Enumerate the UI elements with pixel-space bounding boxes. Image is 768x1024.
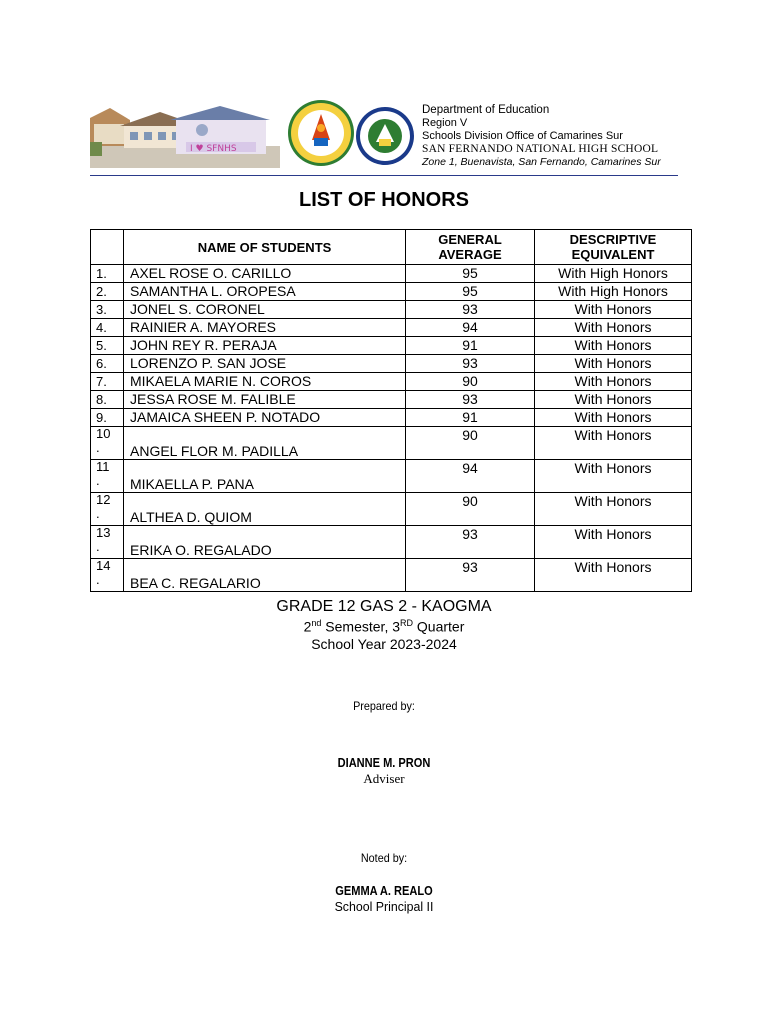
row-number-part: 14 [96,558,111,573]
row-number [91,559,124,592]
table-row [91,460,692,493]
region-name: Region V [422,117,468,129]
school-building-image [90,98,280,168]
principal-role: School Principal II [334,899,434,914]
row-number: 7. [91,373,124,391]
general-average: 95 [406,265,535,283]
equivalent-header-line1: DESCRIPTIVE [569,232,657,247]
descriptive-equivalent: With Honors [535,373,692,391]
student-name: LORENZO P. SAN JOSE [124,355,406,373]
table-row [91,427,692,460]
quarter-text: Quarter [413,618,465,635]
row-number-dot: . [96,473,100,488]
table-row [91,355,692,373]
department-name: Department of Education [422,104,550,116]
average-header-line1: GENERAL [438,232,502,247]
student-name: JONEL S. CORONEL [124,301,406,319]
prepared-by-label: Prepared by: [353,699,415,713]
equivalent-header-line2: EQUIVALENT [571,247,655,262]
general-average: 90 [406,493,535,526]
table-row [91,337,692,355]
table-row [91,391,692,409]
principal-name: GEMMA A. REALO [335,883,433,898]
row-number [91,526,124,559]
descriptive-equivalent: With Honors [535,391,692,409]
name-header: NAME OF STUDENTS [124,230,406,265]
general-average: 90 [406,373,535,391]
general-average: 91 [406,337,535,355]
descriptive-equivalent: With Honors [535,559,692,592]
row-number [91,460,124,493]
descriptive-equivalent: With Honors [535,319,692,337]
section-name: GRADE 12 GAS 2 - KAOGMA [276,598,492,615]
table-row [91,301,692,319]
student-name: ALTHEA D. QUIOM [124,493,406,526]
semester-quarter [0,618,768,635]
student-name: JOHN REY R. PERAJA [124,337,406,355]
table-header-row [91,230,692,265]
row-number: 9. [91,409,124,427]
descriptive-equivalent: With Honors [535,526,692,559]
semester-number: 2 [303,618,312,635]
quarter-suffix: RD [400,618,414,628]
row-number: 5. [91,337,124,355]
descriptive-equivalent: With Honors [535,460,692,493]
student-name: BEA C. REGALARIO [124,559,406,592]
table-row [91,526,692,559]
descriptive-equivalent: With High Honors [535,283,692,301]
table-row [91,283,692,301]
descriptive-equivalent: With Honors [535,337,692,355]
table-row [91,409,692,427]
adviser-role: Adviser [363,771,405,786]
school-year: School Year 2023-2024 [311,636,457,652]
adviser-name: DIANNE M. PRON [337,755,431,770]
table-row [91,319,692,337]
descriptive-equivalent: With High Honors [535,265,692,283]
student-name: JAMAICA SHEEN P. NOTADO [124,409,406,427]
student-name: MIKAELA MARIE N. COROS [124,373,406,391]
average-header-line2: AVERAGE [438,247,502,262]
general-average: 90 [406,427,535,460]
honors-table [90,229,692,592]
student-name: MIKAELLA P. PANA [124,460,406,493]
general-average: 93 [406,526,535,559]
student-name: AXEL ROSE O. CARILLO [124,265,406,283]
letterhead-divider [90,175,678,176]
descriptive-equivalent: With Honors [535,301,692,319]
table-row [91,373,692,391]
row-number-part: 10 [96,426,111,441]
school-address: Zone 1, Buenavista, San Fernando, Camarines Sur [422,156,661,168]
general-average: 93 [406,391,535,409]
general-average: 95 [406,283,535,301]
school-name: SAN FERNANDO NATIONAL HIGH SCHOOL [422,143,659,155]
semester-suffix: nd [311,618,322,628]
row-number: 2. [91,283,124,301]
student-name: JESSA ROSE M. FALIBLE [124,391,406,409]
general-average: 93 [406,301,535,319]
noted-by-label: Noted by: [360,851,408,865]
table-row [91,493,692,526]
row-number-part: 11 [96,459,110,474]
svg-text:I ♥ SFNHS: I ♥ SFNHS [190,144,237,154]
division-name: Schools Division Office of Camarines Sur [422,130,623,142]
row-number: 8. [91,391,124,409]
descriptive-equivalent: With Honors [535,427,692,460]
row-number: 1. [91,265,124,283]
student-name: ERIKA O. REGALADO [124,526,406,559]
row-number: 3. [91,301,124,319]
average-header [406,230,535,265]
student-name: RAINIER A. MAYORES [124,319,406,337]
table-row [91,265,692,283]
school-seal-logo [355,106,415,166]
row-number-dot: . [96,572,100,587]
row-number: 6. [91,355,124,373]
general-average: 94 [406,319,535,337]
student-name: SAMANTHA L. OROPESA [124,283,406,301]
general-average: 91 [406,409,535,427]
row-number [91,493,124,526]
letterhead [90,98,680,178]
descriptive-equivalent: With Honors [535,409,692,427]
row-number-part: 12 [96,492,111,507]
row-number [91,427,124,460]
row-number-dot: . [96,506,100,521]
descriptive-equivalent: With Honors [535,493,692,526]
general-average: 93 [406,355,535,373]
table-row [91,559,692,592]
number-header [91,230,124,265]
equivalent-header [535,230,692,265]
semester-text: Semester, 3 [321,618,401,635]
document-title: LIST OF HONORS [299,189,469,211]
row-number-part: 13 [96,525,111,540]
general-average: 94 [406,460,535,493]
row-number-dot: . [96,539,100,554]
general-average: 93 [406,559,535,592]
student-name: ANGEL FLOR M. PADILLA [124,427,406,460]
descriptive-equivalent: With Honors [535,355,692,373]
row-number-dot: . [96,440,100,455]
division-seal-logo [286,98,356,168]
row-number: 4. [91,319,124,337]
